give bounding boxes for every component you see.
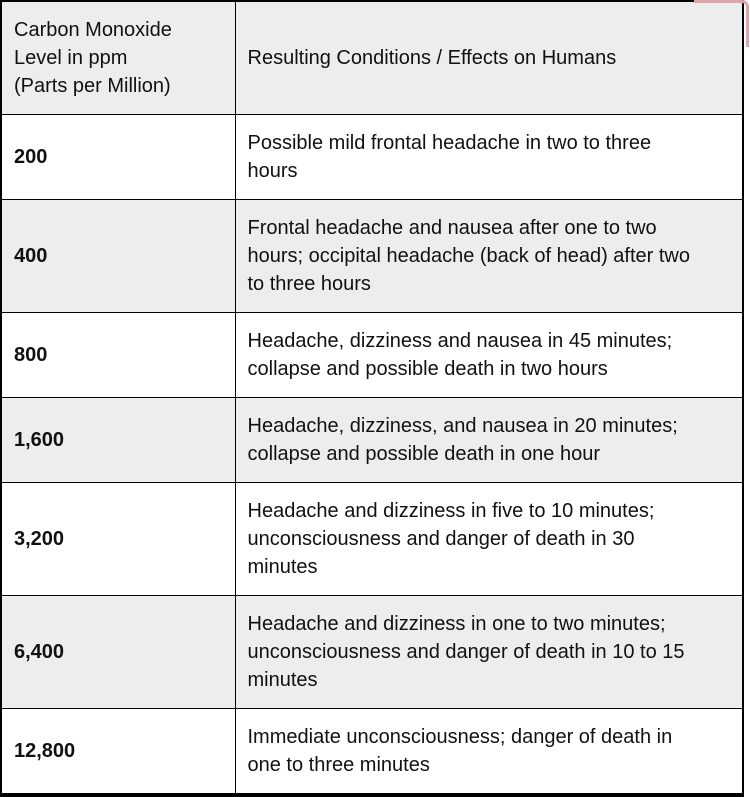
effect-cell: Frontal headache and nausea after one to two hours; occipital headache (back of head) after two to three hours (235, 200, 743, 313)
table-body (1, 115, 743, 796)
effect-cell: Headache and dizziness in five to 10 minutes; unconsciousness and danger of death in 30 minutes (235, 483, 743, 596)
effect-cell: Headache, dizziness and nausea in 45 minutes; collapse and possible death in two hours (235, 313, 743, 398)
column-header-effects: Resulting Conditions / Effects on Humans (235, 1, 743, 115)
ppm-cell: 3,200 (1, 483, 235, 596)
table-row (1, 313, 743, 398)
table-row (1, 115, 743, 200)
ppm-cell: 400 (1, 200, 235, 313)
effect-cell: Possible mild frontal headache in two to three hours (235, 115, 743, 200)
table-header-row (1, 1, 743, 115)
table-row (1, 200, 743, 313)
ppm-cell: 800 (1, 313, 235, 398)
ppm-cell: 1,600 (1, 398, 235, 483)
table-row (1, 398, 743, 483)
table-row (1, 709, 743, 796)
table-row (1, 596, 743, 709)
table-row (1, 483, 743, 596)
effect-cell: Immediate unconsciousness; danger of death in one to three minutes (235, 709, 743, 796)
ppm-cell: 200 (1, 115, 235, 200)
effect-cell: Headache, dizziness, and nausea in 20 minutes; collapse and possible death in one hour (235, 398, 743, 483)
column-header-ppm: Carbon Monoxide Level in ppm (Parts per Million) (1, 1, 235, 115)
ppm-cell: 12,800 (1, 709, 235, 796)
effect-cell: Headache and dizziness in one to two minutes; unconsciousness and danger of death in 10 to 15 minutes (235, 596, 743, 709)
ppm-cell: 6,400 (1, 596, 235, 709)
